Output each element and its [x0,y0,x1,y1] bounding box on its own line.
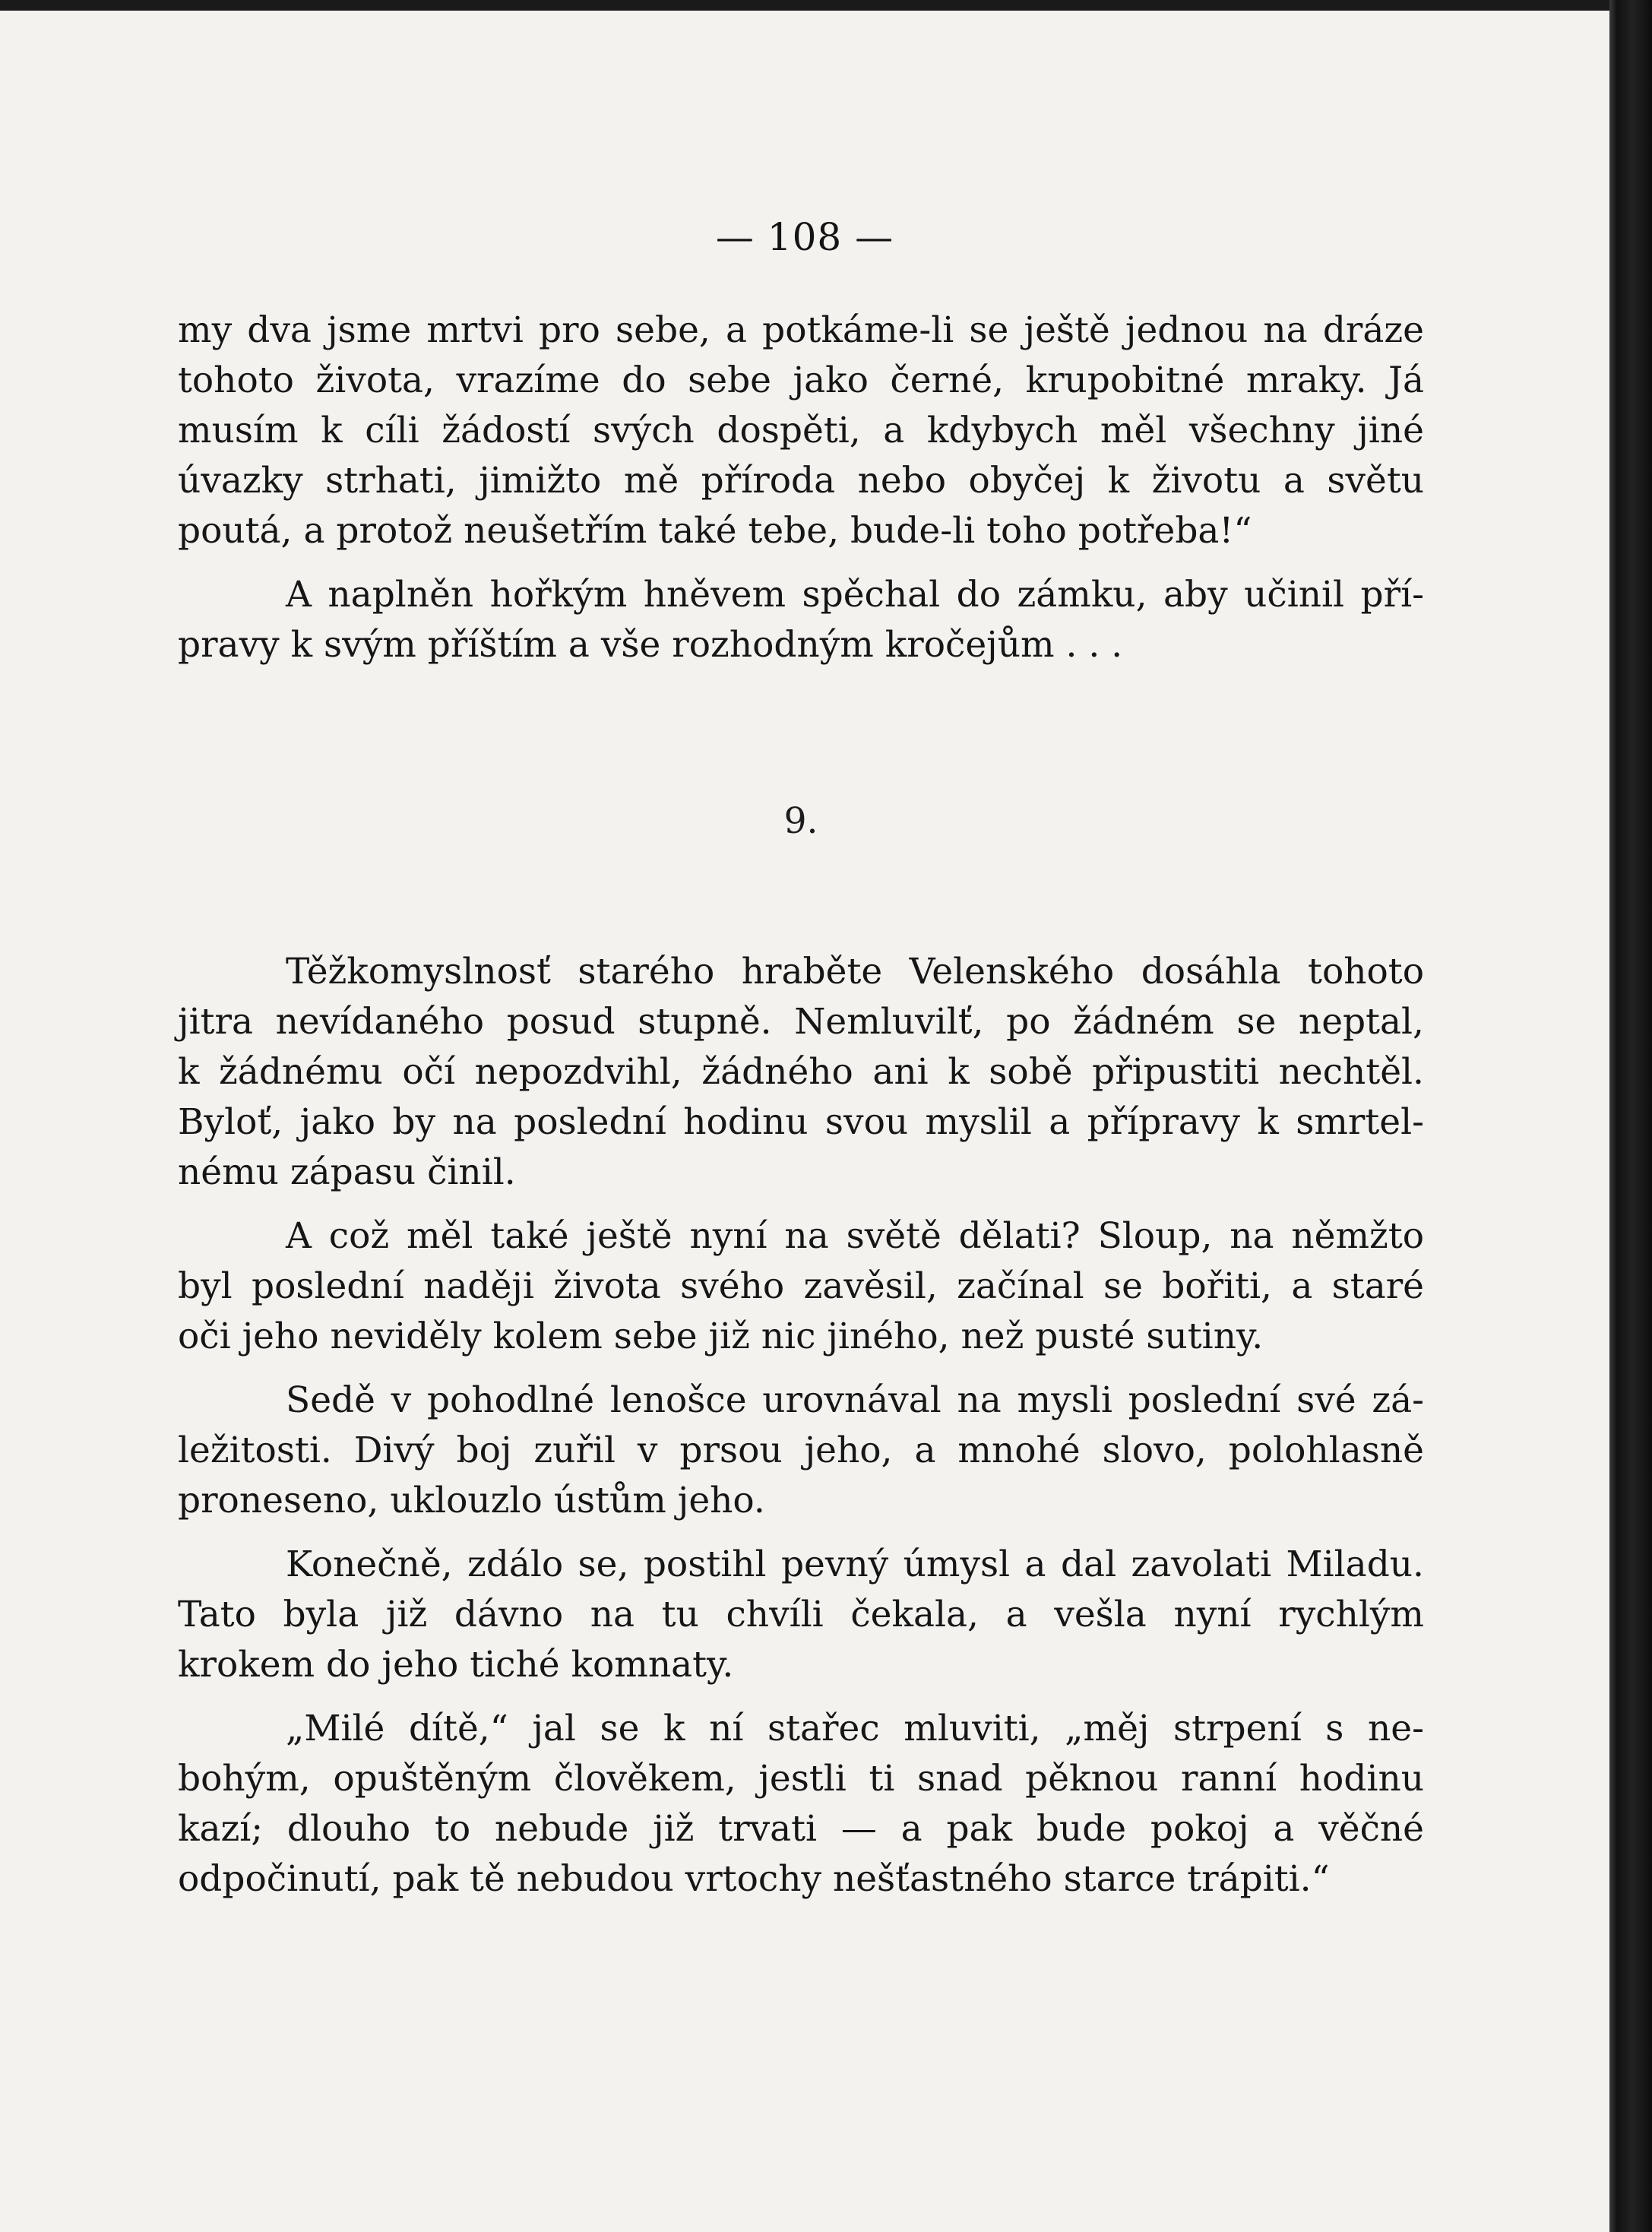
text-line: Konečně, zdálo se, postihl pevný úmysl a dal zavolati Miladu. [286,1543,1424,1585]
text-line: ležitosti. Divý boj zuřil v prsou jeho, a mnohé slovo, polohlasně [178,1429,1424,1471]
text-line: „Milé dítě,“ jal se k ní stařec mluviti, „měj strpení s ne- [286,1708,1424,1749]
text-line: jitra nevídaného posud stupně. Nemluvilť, po žádném se neptal, [178,1001,1424,1043]
text-line: k žádnému očí nepozdvihl, žádného ani k sobě připustiti nechtěl. [178,1051,1424,1093]
text-line: byl poslední naději života svého zavěsil, začínal se bořiti, a staré [178,1265,1424,1307]
text-line: kazí; dlouho to nebude již trvati — a pak bude pokoj a věčné [178,1808,1424,1850]
text-line: poutá, a protož neušetřím také tebe, bude-li toho potřeba!“ [178,510,1252,552]
paragraph-continuation [178,306,1424,556]
text-line: Tato byla již dávno na tu chvíli čekala, a vešla nyní rychlým [178,1594,1424,1635]
chapter-number: 9. [783,800,818,842]
paragraph [178,1704,1424,1904]
paragraph [178,570,1424,670]
text-line: bohým, opuštěným člověkem, jestli ti snad pěknou ranní hodinu [178,1758,1424,1800]
text-line: nému zápasu činil. [178,1151,516,1193]
text-line: musím k cíli žádostí svých dospěti, a kdybych měl všechny jiné [178,410,1424,451]
text-line: tohoto života, vrazíme do sebe jako černé, krupobitné mraky. Já [178,359,1424,401]
body-text [178,306,1424,1904]
text-line: my dva jsme mrtvi pro sebe, a potkáme-li se ještě jednou na dráze [178,309,1424,351]
text-line: krokem do jeho tiché komnaty. [178,1644,734,1686]
text-line: oči jeho neviděly kolem sebe již nic jiného, než pusté sutiny. [178,1315,1264,1357]
text-line: Byloť, jako by na poslední hodinu svou myslil a přípravy k smrtel- [178,1101,1424,1143]
text-line: Těžkomyslnosť starého hraběte Velenského dosáhla tohoto [286,951,1424,993]
book-spine-edge [1609,0,1652,2232]
page-number: — 108 — [715,215,894,259]
text-line: A což měl také ještě nyní na světě dělati? Sloup, na němžto [286,1215,1424,1257]
text-line: úvazky strhati, jimižto mě příroda nebo obyčej k životu a světu [178,460,1424,502]
text-line: Sedě v pohodlné lenošce urovnával na mysli poslední své zá- [286,1379,1424,1421]
text-line: A naplněn hořkým hněvem spěchal do zámku, aby učinil pří- [286,574,1424,616]
text-line: odpočinutí, pak tě nebudou vrtochy nešťastného starce trápiti.“ [178,1858,1330,1900]
paragraph [178,1211,1424,1362]
paragraph [178,1540,1424,1690]
text-line: pravy k svým příštím a vše rozhodným kročejům . . . [178,624,1123,666]
paragraph [178,947,1424,1198]
text-line: proneseno, uklouzlo ústům jeho. [178,1480,765,1521]
paragraph [178,1376,1424,1526]
